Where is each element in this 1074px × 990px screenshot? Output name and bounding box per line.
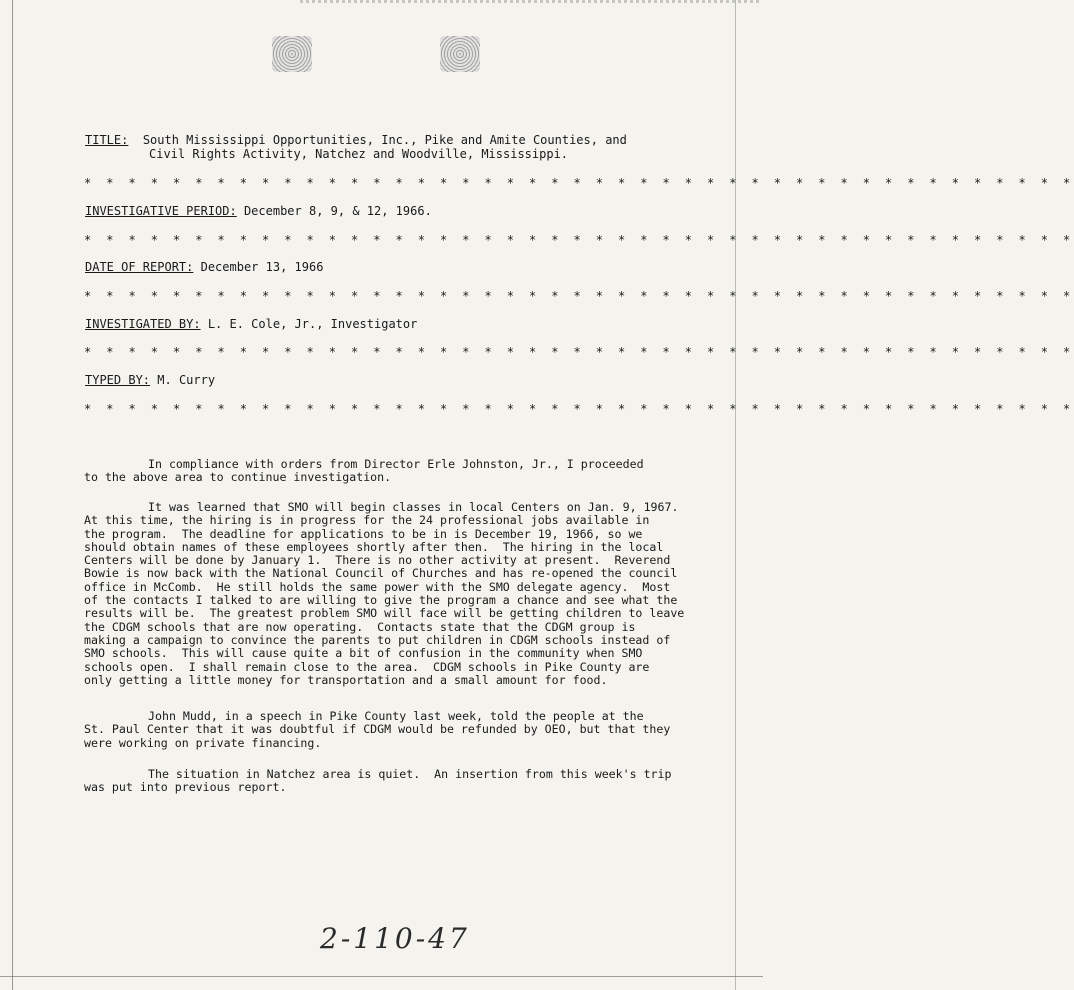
paragraph-line: office in McComb. He still holds the same power with the SMO delegate agency. Most bbox=[84, 579, 671, 594]
paragraph-2 bbox=[84, 501, 724, 687]
paragraph-3 bbox=[84, 710, 724, 750]
report-date-label: DATE OF REPORT: bbox=[85, 260, 194, 274]
separator-4: * * * * * * * * * * * * * * * * * * * * * * * * * * * * * * * * * * * * * * * * * * * * * bbox=[84, 345, 1074, 359]
redaction-blot-right bbox=[440, 36, 480, 72]
paragraph-line: the CDGM schools that are now operating. Contacts state that the CDGM group is bbox=[84, 619, 636, 634]
title-text-2: Civil Rights Activity, Natchez and Woodville, Mississippi. bbox=[149, 147, 569, 161]
paragraph-line: It was learned that SMO will begin classes in local Centers on Jan. 9, 1967. bbox=[148, 500, 679, 514]
title-text-1: South Mississippi Opportunities, Inc., Pike and Amite Counties, and bbox=[142, 133, 627, 147]
page-edge-right bbox=[735, 0, 736, 990]
investigator-label: INVESTIGATED BY: bbox=[85, 317, 201, 331]
investigator-value: L. E. Cole, Jr., Investigator bbox=[207, 317, 418, 331]
investigative-period bbox=[85, 204, 432, 218]
page-edge-left bbox=[12, 0, 13, 990]
paragraph-line: SMO schools. This will cause quite a bit of confusion in the community when SMO bbox=[84, 646, 643, 661]
redaction-blot-left bbox=[272, 36, 312, 72]
separator-5: * * * * * * * * * * * * * * * * * * * * * * * * * * * * * * * * * * * * * * * * * * * * * bbox=[84, 402, 1074, 416]
report-date-value: December 13, 1966 bbox=[200, 260, 324, 274]
paragraph-line: were working on private financing. bbox=[84, 735, 322, 750]
paragraph-4 bbox=[84, 768, 724, 795]
page-edge-bottom bbox=[0, 976, 763, 977]
paragraph-line: was put into previous report. bbox=[84, 780, 287, 795]
paragraph-line: The situation in Natchez area is quiet. An insertion from this week's trip bbox=[148, 767, 672, 781]
paragraph-line: schools open. I shall remain close to the area. CDGM schools in Pike County are bbox=[84, 659, 650, 674]
paragraph-1 bbox=[84, 458, 724, 485]
title-line-1 bbox=[85, 133, 627, 147]
investigated-by bbox=[85, 317, 417, 331]
paragraph-line: In compliance with orders from Director Erle Johnston, Jr., I proceeded bbox=[148, 457, 644, 471]
separator-2: * * * * * * * * * * * * * * * * * * * * * * * * * * * * * * * * * * * * * * * * * * * * * bbox=[84, 233, 1074, 247]
paragraph-line: St. Paul Center that it was doubtful if CDGM would be refunded by OEO, but that they bbox=[84, 722, 671, 737]
paragraph-line: results will be. The greatest problem SMO will face will be getting children to leave bbox=[84, 606, 685, 621]
scan-artifact bbox=[300, 0, 760, 3]
paragraph-line: John Mudd, in a speech in Pike County last week, told the people at the bbox=[148, 709, 644, 723]
paragraph-line: of the contacts I talked to are willing to give the program a chance and see what the bbox=[84, 593, 678, 608]
typist-label: TYPED BY: bbox=[85, 373, 151, 387]
paragraph-line: the program. The deadline for applications to be in is December 19, 1966, so we bbox=[84, 526, 643, 541]
paragraph-line: only getting a little money for transportation and a small amount for food. bbox=[84, 672, 608, 687]
title-label: TITLE: bbox=[85, 133, 129, 147]
typist-value: M. Curry bbox=[157, 373, 216, 387]
handwritten-file-number: 2-110-47 bbox=[320, 922, 470, 955]
paragraph-line: Centers will be done by January 1. There is no other activity at present. Reverend bbox=[84, 553, 671, 568]
date-of-report bbox=[85, 260, 323, 274]
paragraph-line: should obtain names of these employees shortly after then. The hiring in the local bbox=[84, 539, 664, 554]
typed-by bbox=[85, 373, 215, 387]
paragraph-line: At this time, the hiring is in progress for the 24 professional jobs available in bbox=[84, 513, 650, 528]
period-value: December 8, 9, & 12, 1966. bbox=[243, 204, 432, 218]
separator-1: * * * * * * * * * * * * * * * * * * * * * * * * * * * * * * * * * * * * * * * * * * * * * bbox=[84, 176, 1074, 190]
paragraph-line: making a campaign to convince the parents to put children in CDGM schools instead of bbox=[84, 632, 671, 647]
separator-3: * * * * * * * * * * * * * * * * * * * * * * * * * * * * * * * * * * * * * * * * * * * * * bbox=[84, 289, 1074, 303]
paragraph-line: Bowie is now back with the National Council of Churches and has re-opened the council bbox=[84, 566, 678, 581]
paragraph-line: to the above area to continue investigation. bbox=[84, 470, 392, 485]
period-label: INVESTIGATIVE PERIOD: bbox=[85, 204, 237, 218]
